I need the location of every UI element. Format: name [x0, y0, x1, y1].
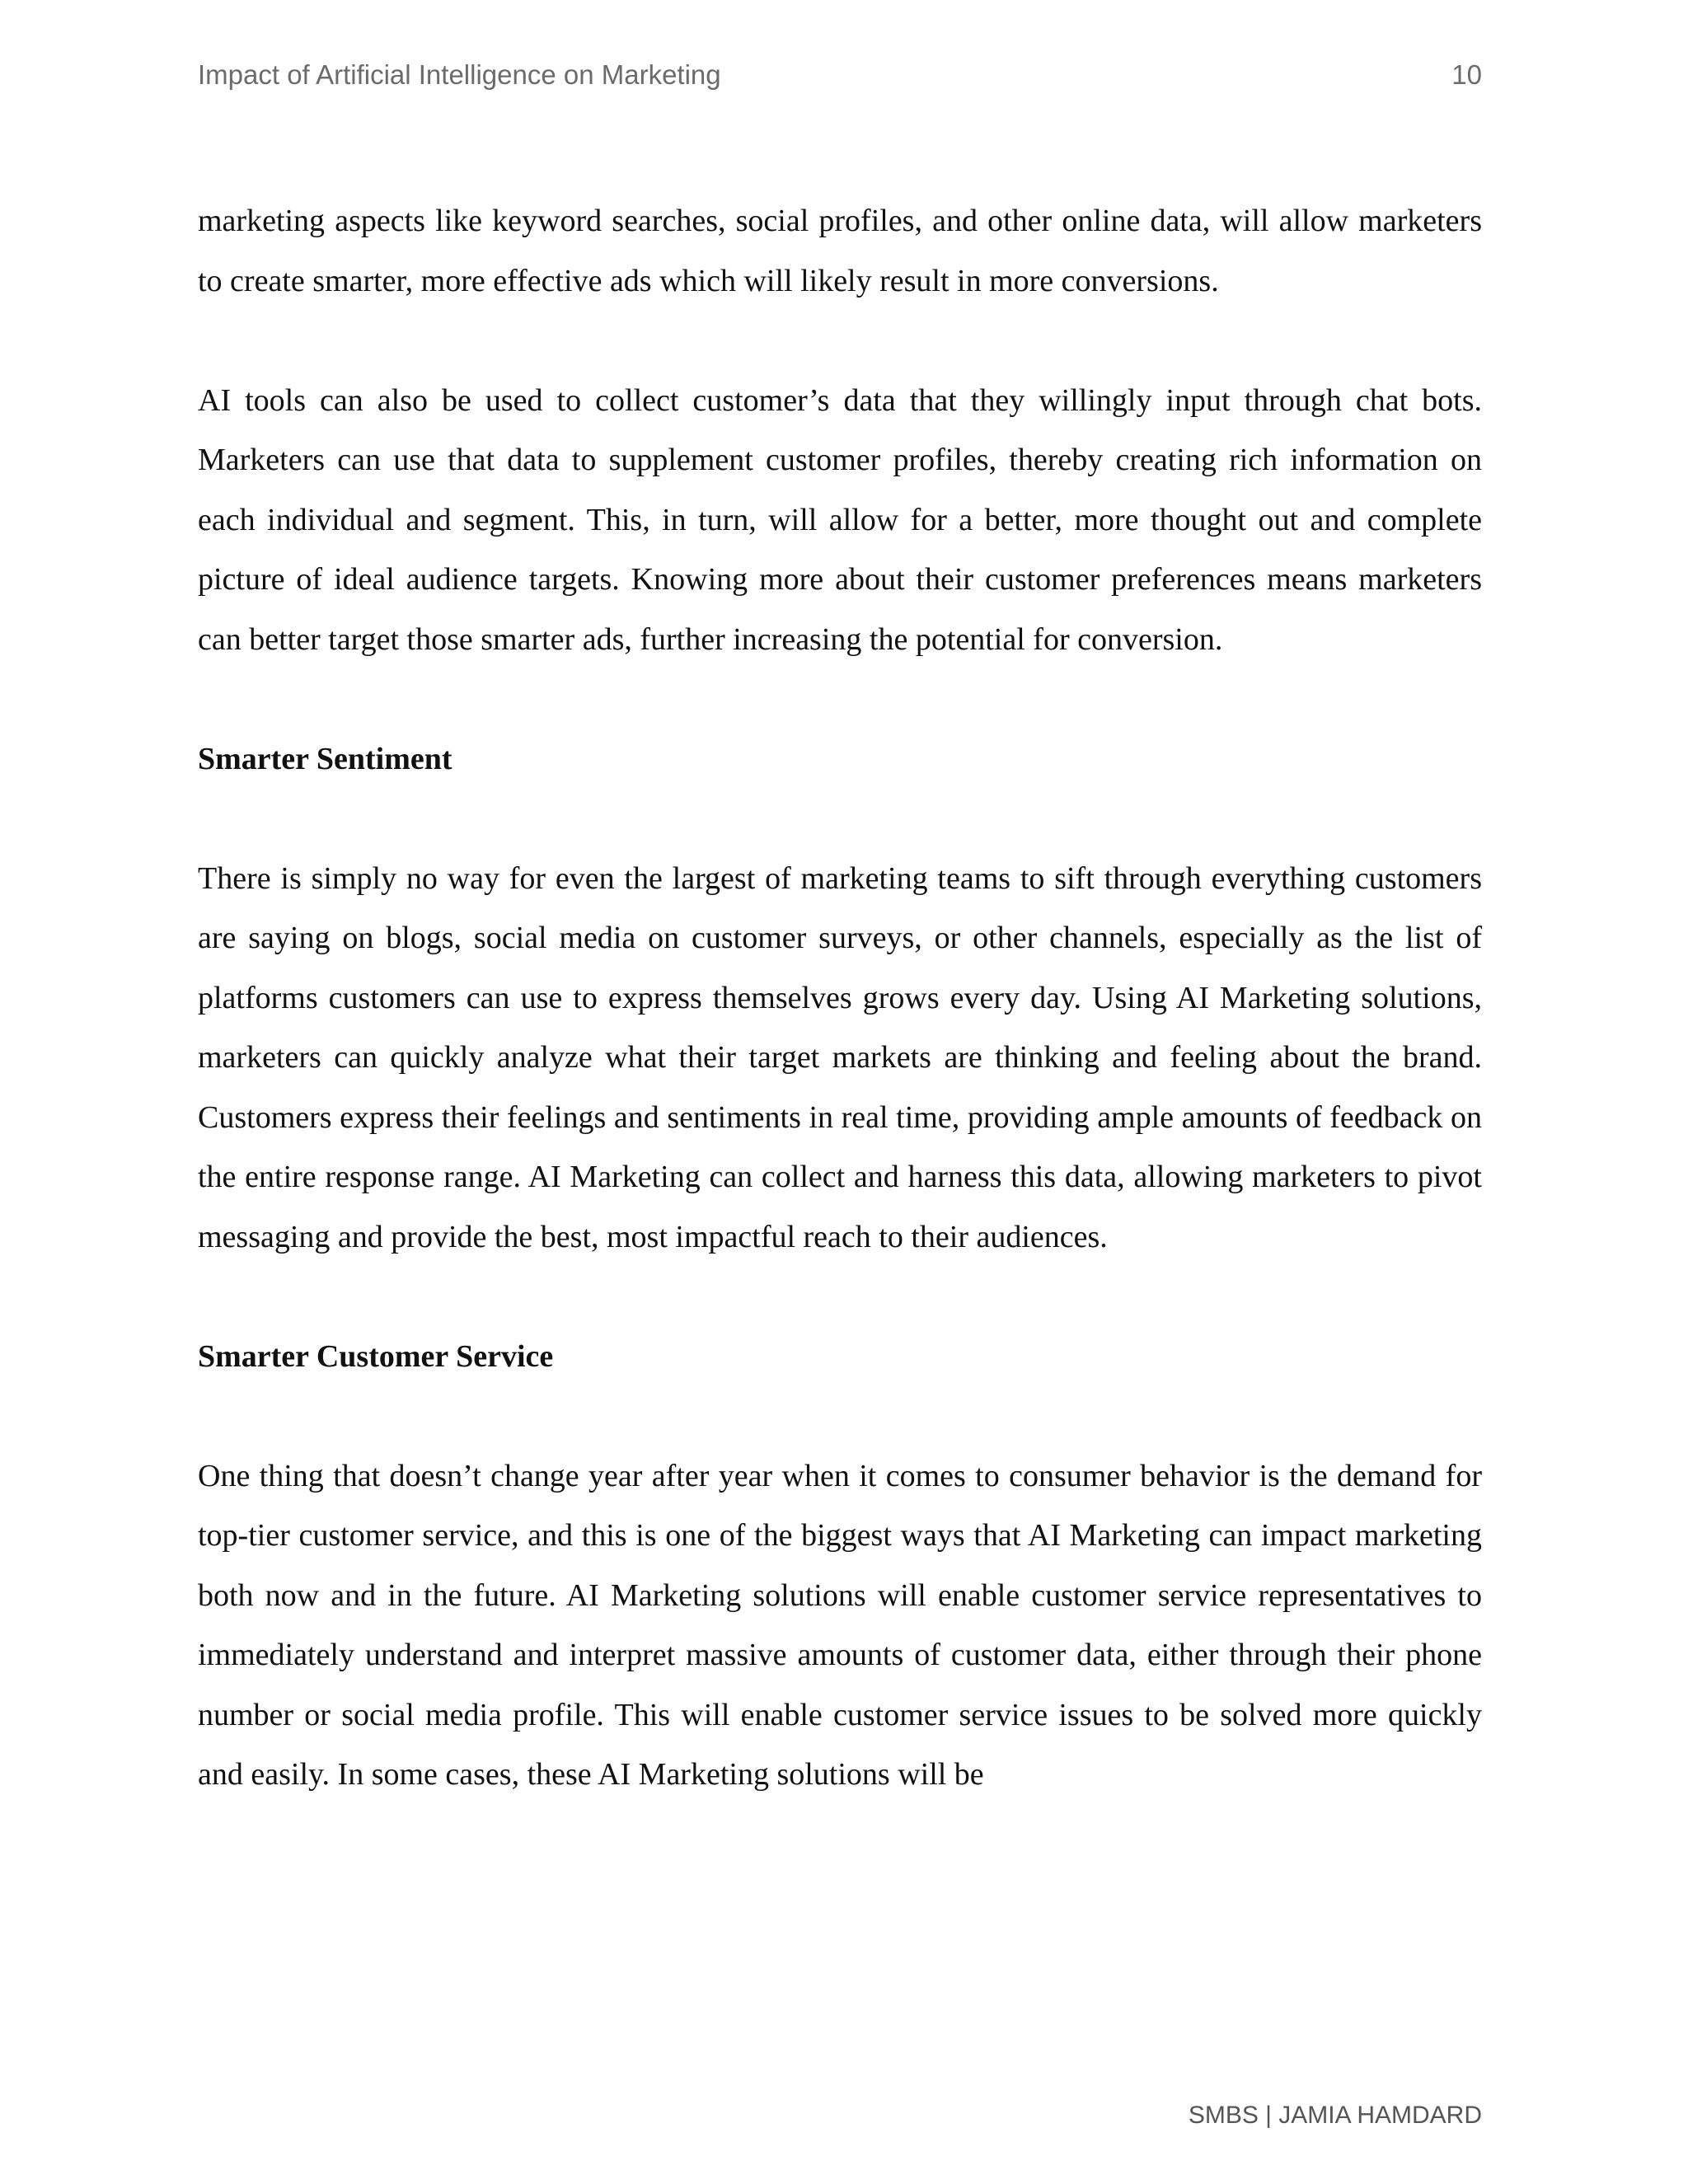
paragraph-ad-targeting: marketing aspects like keyword searches, social profiles, and other online data, will allow marketers to create smarter, more effective ads which will likely result in more conversions.: [198, 204, 1482, 298]
paragraph-chat-bots: AI tools can also be used to collect customer’s data that they willingly input through chat bots. Marketers can use that data to supplement customer profiles, thereby creating rich information on each individual and segment. This, in turn, will allow for a better, more thought out and complete picture of ideal audience targets. Knowing more about their customer preferences means marketers can better target those smarter ads, further increasing the potential for conversion.: [198, 382, 1482, 657]
heading-smarter-customer-service: Smarter Customer Service: [198, 1338, 554, 1374]
heading-smarter-sentiment: Smarter Sentiment: [198, 741, 452, 776]
document-body: [198, 191, 1482, 1864]
page-footer: SMBS | JAMIA HAMDARD: [1188, 2102, 1482, 2129]
running-header: [198, 59, 1482, 96]
header-title: Impact of Artificial Intelligence on Marketing: [198, 59, 721, 90]
page-number: 10: [1451, 59, 1482, 90]
paragraph-sentiment: There is simply no way for even the largest of marketing teams to sift through everything customers are saying on blogs, social media on customer surveys, or other channels, especially as the list of platforms customers can use to express themselves grows every day. Using AI Marketing solutions, marketers can quickly analyze what their target markets are thinking and feeling about the brand. Customers express their feelings and sentiments in real time, providing ample amounts of feedback on the entire response range. AI Marketing can collect and harness this data, allowing marketers to pivot messaging and provide the best, most impactful reach to their audiences.: [198, 860, 1482, 1254]
paragraph-customer-service: One thing that doesn’t change year after year when it comes to consumer behavior is the demand for top-tier customer service, and this is one of the biggest ways that AI Marketing can impact marketing both now and in the future. AI Marketing solutions will enable customer service representatives to immediately understand and interpret massive amounts of customer data, either through their phone number or social media profile. This will enable customer service issues to be solved more quickly and easily. In some cases, these AI Marketing solutions will be: [198, 1458, 1482, 1792]
